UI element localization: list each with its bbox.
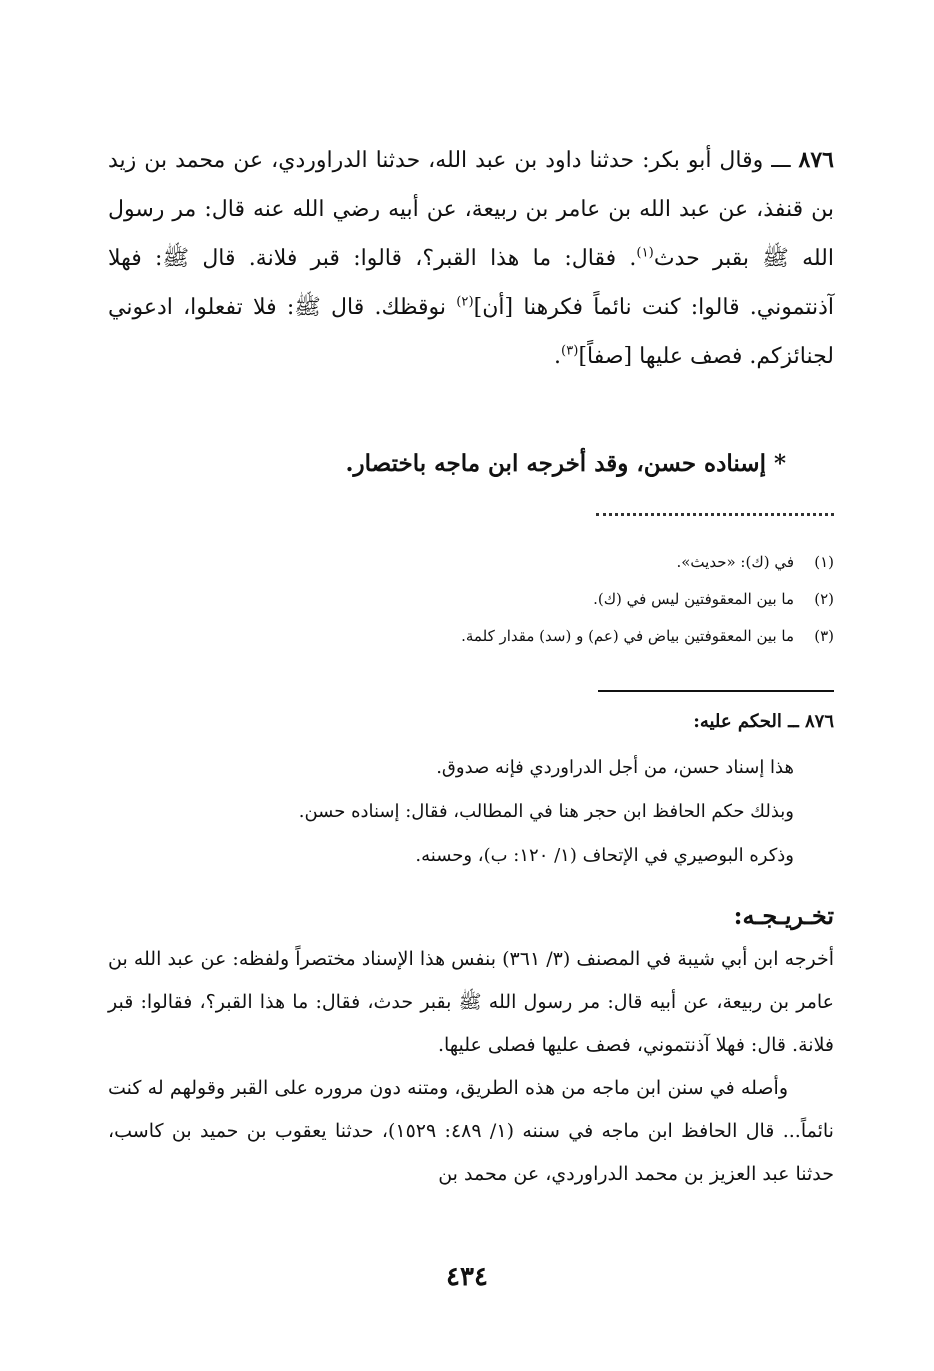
takhrij-heading: تخـريـجـه: bbox=[733, 901, 834, 930]
hadith-text-part-2: . فقال: ما هذا القبر؟، قالوا: قبر فلانة. قال ﷺ: فهلا آذنتموني. قالوا: كنت نائماً فكرهنا [أن] bbox=[108, 246, 834, 320]
footnote-separator bbox=[596, 513, 834, 526]
hadith-text-part-4: . bbox=[554, 344, 562, 369]
hadith-text-part-1: وقال أبو بكر: حدثنا داود بن عبد الله، حدثنا الدراوردي، عن محمد بن زيد بن قنفذ، عن عبد الله بن عامر بن ربيعة، عن أبيه رضي الله عنه قال: مر رسول الله ﷺ بقبر حدث bbox=[108, 148, 835, 271]
footnotes-list bbox=[214, 544, 834, 655]
hadith-dash: ـــ bbox=[771, 148, 791, 173]
footnote-item bbox=[214, 581, 834, 618]
takhrij-text-block bbox=[108, 938, 834, 1196]
ruling-line: هذا إسناد حسن، من أجل الدراوردي فإنه صدوق. bbox=[436, 757, 794, 778]
footnote-number: (١) bbox=[814, 553, 834, 571]
hadith-number: ٨٧٦ bbox=[798, 147, 834, 173]
footnote-number: (٣) bbox=[814, 627, 834, 645]
section-divider bbox=[598, 690, 834, 692]
ruling-text-block bbox=[194, 746, 794, 878]
hadith-text-block bbox=[108, 136, 834, 381]
hadith-text-part-3: نوقظك. قال ﷺ: فلا تفعلوا، ادعوني لجنائزكم. فصف عليها [صفاً] bbox=[108, 295, 834, 369]
page-number: ٤٣٤ bbox=[446, 1262, 488, 1292]
takhrij-paragraph: وأصله في سنن ابن ماجه من هذه الطريق، ومتنه دون مروره على القبر وقولهم له كنت نائماً... قال الحافظ ابن ماجه في سننه (١/ ٤٨٩: ١٥٢٩)، حدثنا يعقوب بن حميد بن كاسب، حدثنا عبد العزيز بن محمد الدراوردي، عن محمد بن bbox=[108, 1077, 834, 1185]
footnote-number: (٢) bbox=[814, 590, 834, 608]
ruling-line: وذكره البوصيري في الإتحاف (١/ ١٢٠: ب)، وحسنه. bbox=[415, 845, 794, 866]
ruling-line: وبذلك حكم الحافظ ابن حجر هنا في المطالب، فقال: إسناده حسن. bbox=[298, 801, 794, 822]
ruling-heading: ٨٧٦ ــ الحكم عليه: bbox=[693, 711, 834, 732]
takhrij-paragraph: أخرجه ابن أبي شيبة في المصنف (٣/ ٣٦١) بنفس هذا الإسناد مختصراً ولفظه: عن عبد الله بن عامر بن ربيعة، عن أبيه قال: مر رسول الله ﷺ بقبر حدث، فقال: ما هذا القبر؟، فقالوا: قبر فلانة. قال: فهلا آذنتموني، فصف عليها فصلى عليها. bbox=[108, 948, 835, 1056]
footnote-ref-1: (١) bbox=[636, 245, 654, 261]
grading-note: * إسناده حسن، وقد أخرجه ابن ماجه باختصار. bbox=[345, 450, 786, 477]
footnote-ref-2: (٢) bbox=[456, 294, 474, 310]
footnote-text: ما بين المعقوفتين ليس في (ك). bbox=[593, 590, 794, 608]
footnote-item bbox=[214, 544, 834, 581]
footnote-text: في (ك): «حديث». bbox=[676, 553, 794, 571]
footnote-ref-3: (٣) bbox=[561, 343, 579, 359]
hadith-paragraph bbox=[108, 136, 834, 381]
footnote-text: ما بين المعقوفتين بياض في (عم) و (سد) مقدار كلمة. bbox=[461, 627, 794, 645]
footnote-item bbox=[214, 618, 834, 655]
